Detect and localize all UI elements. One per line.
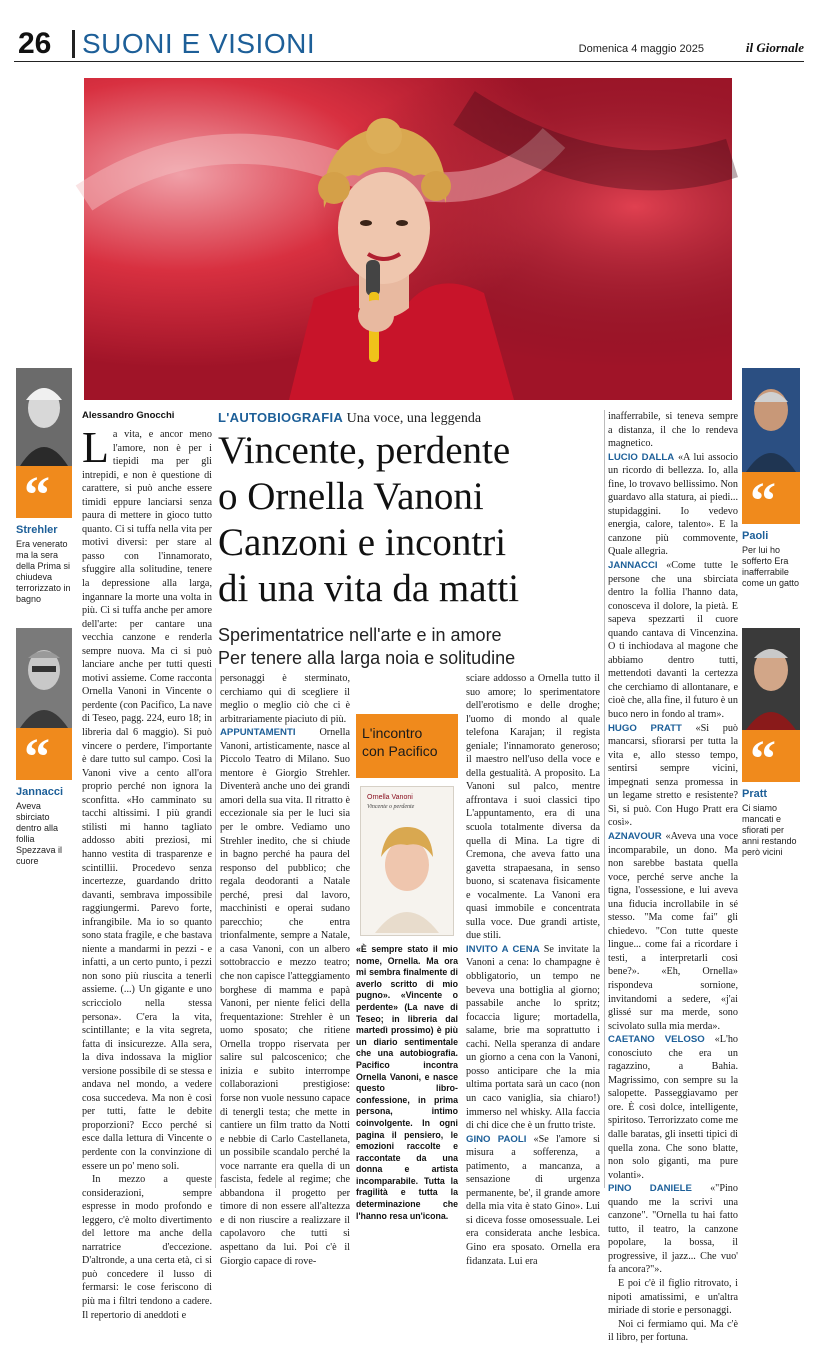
paragraph: In mezzo a queste considerazioni, sempre espresse in modo profondo e leggero, c'è molto divertimento del lettore ma anche della narratrice d'eccezione. D'altronde, a una certa età, ci si può concedere il lusso di fermarsi: le cose feriscono di più ma i filtri tendono a cadere. Il repertorio di aneddoti e — [82, 1174, 212, 1321]
keyword: GINO PAOLI — [466, 1133, 527, 1145]
section-title: SUONI E VISIONI — [82, 28, 316, 59]
issue-date: Domenica 4 maggio 2025 — [578, 43, 704, 55]
drop-cap: L — [82, 423, 109, 472]
keyword: LUCIO DALLA — [608, 451, 675, 463]
page-number: 26 — [18, 27, 52, 60]
main-photo — [84, 78, 732, 400]
portrait-jannacci — [16, 628, 72, 728]
paragraph: «"Pino quando me la scrivi una canzone". "Ornella tu hai fatto tutto, il teatro, la canzone popolare, la bossa, il progressive, il jazz... Che vuo' fa ancora?"». — [608, 1183, 738, 1276]
book-author: Ornella Vanoni — [367, 794, 413, 801]
box-heading — [356, 714, 458, 778]
box-heading-line: L'incontro — [362, 725, 423, 741]
sidebar-right-paoli — [742, 368, 802, 589]
quote-mark-box — [742, 472, 800, 530]
page-header — [14, 28, 804, 62]
sidebar-caption: Ci siamo mancati e sfiorati per anni restando però vicini — [742, 803, 797, 857]
paragraph: a vita, e ancor meno l'amore, non è per i tiepidi ma per gli intrepidi, e non è questione di carattere, si può anche essere timidi eppure lanciarsi senza paura di mettere in gioco tutto quanto. Ci si tuffa nella vita per motivi diversi: per stare al passo con l'innamorato, sfuggire alla solitudine, tenere la depressione alla larga, ingannare la morte una volta in più. Ci si tuffa anche per amore dell'arte: per cantare una vecchia canzone e renderla sempre nuova. Ma ci si può lanciare anche per tutti questi motivi assieme. Come racconta Ornella Vanoni in Vincente o perdente (con Pacifico, La nave di Teseo, pagg. 224, euro 18; in libreria dal 6 maggio). Si può vincere o perdere, l'importante è dare tutto sul campo. Così la Vanoni vive a cento all'ora proprio perché non ignora la sconfitta. «Ho camminato su tacchi altissimi. I più grandi stilisti mi hanno tagliato addosso abiti preziosi, mi hanno vestita di trasparenze e scintillii. Procedevo senza incertezze, guardando dritto davanti, sembrava impossibile raggiungermi. Parevo forte, infrangibile. Ma io so quanto sono stata fragile, e che bastava niente a mandarmi in pezzi - e infatti, a un certo punto, i pezzi non sono più riuscita a tenerli assieme. (...) Un gigante e uno scricciolo nella stessa persona». C'era la vita, scintillante; e la vita segreta, fatta di insicurezze. Alla sera, la diva indossava la miglior versione possibile di se stessa e andava nel mondo, a vedere cosa succedeva. Ma non è così per tutti, fatte le debite proporzioni? Ecco perché si esce dalla lettura di Vincente o perdente con la convinzione di essere un po' meno soli. — [82, 429, 212, 1172]
paragraph: Noi ci fermiamo qui. Ma c'è il libro, per fortuna. — [608, 1318, 738, 1344]
paragraph: Se invitate la Vanoni a cena: lo champagne è obbligatorio, un tempo ne beveva una bottiglia al giorno; passabile anche lo spritz; focaccia ligure; mortadella, salame, brie ma soprattutto i cachi. Nella speranza di andare un giorno a cena con la Vanoni, posso anticipare che la mia ultima portata sarà un caco (non un caco vaniglia, sia chiaro!) immerso nel whisky. Alla faccia di chi dice che è un frutto triste. — [466, 943, 601, 1132]
paragraph: «Se l'amore si misura a sofferenza, a patimento, a mancanza, a sensazione di urgenza permanente, be', il grande amore della mia vita è stato Gino». Lui si diceva fosse omosessuale. Lei era considerata anche lesbica. Gino era sposato. Ornella era fidanzata. Lui era — [466, 1133, 601, 1267]
paragraph: «L'ho conosciuto che era un ragazzino, a Bahia. Magrissimo, con sempre su la salopette. Passeggiavamo per ore. È così dolce, intelligente, spiritoso. Terrorizzato come me dalle baratas, gli insetti tipici di quella zona. Che sono blatte, non solo giganti, ma pure volanti». — [608, 1034, 739, 1181]
subheadline — [218, 624, 618, 670]
paragraph: «Come tutte le persone che una sbirciata dentro la follia l'hanno data, conosceva il dolore, la pietà. E sapeva spezzarti il cuore quando cantava di Vincenzina. O ti inchiodava al magone che abbiamo dentro tutti, mettendoti davanti la certezza che cerchiamo di allontanare, e cioè che, alla fine, il futuro è un buco nero in fondo al tram». — [608, 560, 739, 721]
keyword: AZNAVOUR — [608, 830, 662, 842]
quote-mark-icon: “ — [24, 467, 50, 524]
box-text: «È sempre stato il mio nome, Ornella. Ma ora mi sembra finalmente di averlo scritto di mio pugno». «Vincente o perdente» (La nave di Teseo; in libreria dal martedì prossimo) è più un diario sentimentale che una autobiografia. Pacifico incontra Ornella Vanoni, e nasce questo libro-confessione, in prima persona, intimo coinvolgente. In ogni pagina il pensiero, le emozioni raccolte e raccontate da una donna e artista incomparabile. Tutta la fragilità e tutta la determinazione che l'hanno resa un'icona. — [356, 944, 458, 1221]
portrait-paoli — [742, 368, 800, 472]
column-divider — [604, 410, 605, 1188]
sidebar-name: Jannacci — [16, 786, 64, 798]
sidebar-name: Strehler — [16, 524, 58, 536]
article-column-2 — [220, 672, 350, 1267]
sidebar-name: Paoli — [742, 530, 769, 542]
article-column-3 — [466, 672, 601, 1267]
sidebar-right-pratt — [742, 628, 802, 858]
quote-mark-icon: “ — [24, 729, 50, 786]
quote-mark-box — [742, 730, 800, 788]
kicker-label: L'AUTOBIOGRAFIA — [218, 410, 344, 425]
paragraph: «A lui associo un ricordo di bellezza. Io, alla fine, lo trovavo bellissimo. Non guardavo alla statura, ai piedi... stupidaggini. Io vedevo energia, calore, talento». E la canzone più commovente, Quale allegria. — [608, 451, 739, 558]
quote-mark-icon: “ — [750, 731, 776, 788]
column-divider — [215, 668, 216, 1188]
paragraph: «Aveva una voce incomparabile, un dono. Ma non sarebbe bastata quella voce, perché serve anche la tigna, l'ossessione, e lui aveva una fiducia incrollabile in sé stesso. "Ma come fai" gli chiedevo. "Con tutte queste lingue... come fai a ricordare i testi, a interpretarli così bene?». «Eh, Ornella» rispondeva sornione, invitandomi a sedere, «j'ai glissé sur ma merde, sono scivolato sulla mia merda». — [608, 830, 738, 1032]
headline-line: o Ornella Vanoni — [218, 475, 484, 518]
keyword: CAETANO VELOSO — [608, 1034, 705, 1046]
headline-line: Vincente, perdente — [218, 429, 511, 472]
headline-line: di una vita da matti — [218, 567, 520, 610]
book-title: Vincente o perdente — [367, 804, 415, 810]
portrait-strehler — [16, 368, 72, 466]
sidebar-caption: Aveva sbirciato dentro alla follia Spezzava il cuore — [16, 801, 63, 866]
quote-mark-icon: “ — [750, 473, 776, 530]
headline — [218, 428, 618, 612]
keyword: JANNACCI — [608, 560, 658, 572]
header-divider — [72, 30, 75, 58]
sidebar-left-jannacci — [16, 628, 74, 867]
article-column-4 — [608, 410, 739, 1344]
keyword: HUGO PRATT — [608, 722, 682, 734]
photo-illustration — [84, 78, 732, 400]
byline: Alessandro Gnocchi — [82, 410, 175, 421]
sidebar-box-pacifico — [356, 714, 458, 1221]
paragraph: sciare addosso a Ornella tutto il suo amore; lo sperimentatore dell'erotismo e delle droghe; l'uomo di mondo al quale telefona Karajan; il regista geniale; l'innamorato generoso; il maestro nell'uso della voce e della gestualità. A proposito. La Vanoni sul palco, mentre affrontava i suoi classici tipo L'appuntamento, era di una scuola totalmente diversa da quella di Mina. La tigre di Cremona, che aveva fatto una gavetta strapaesana, in senso buono, si scatenava fisicamente e vocalmente. La Vanoni era quasi immobile e concentrata sulla voce. Due grandi artiste, due stili. — [466, 673, 600, 942]
paragraph: Ornella Vanoni, artisticamente, nasce al Piccolo Teatro di Milano. Suo mentore è Giorgio Strehler. Diventerà anche uno dei grandi amori della sua vita. Il ritratto è eccezionale sia per le luci sia per le ombre. Vediamo uno Strehler inedito, che si chiude in bagno perché ha paura del responso del pubblico; che regala deodoranti a Natale perché, presi dal lavoro, macchinisti e operai sudano parecchio; che entra trionfalmente, sempre a Natale, a casa Vanoni, con un albero sottobraccio e mezzo teatro; che non capisce l'atteggiamento borghese di mamma e papà Vanoni, per niente felici della frequentazione: Strehler è un uomo sposato; che ritiene Ornella troppo riservata per salire sul palcoscenico; che inizia e subito interrompe collaborazioni prestigiose: forse non vuole nessuno capace di tenergli testa; che mette in cantiere un film tratto da Notti e nebbie di Carlo Castellaneta, un possibile scandalo perché la voce narrante era quella di un fascista, fedele al regime; che abbandona il progetto per timore di non essere all'altezza e di non riuscire a realizzare il capolavoro che tutti si aspettano da lui. Poi c'è il Giorgio capace di rove- — [220, 727, 350, 1267]
quote-mark-box — [16, 466, 72, 524]
subheadline-line: Sperimentatrice nell'arte e in amore — [218, 625, 502, 645]
book-cover — [360, 786, 454, 936]
subheadline-line: Per tenere alla larga noia e solitudine — [218, 648, 516, 668]
portrait-icon — [742, 368, 800, 472]
book-cover-portrait-icon — [361, 813, 453, 933]
kicker-text: Una voce, una leggenda — [346, 411, 482, 426]
newspaper-logo: il Giornale — [745, 40, 804, 55]
sidebar-left-strehler — [16, 368, 74, 605]
portrait-icon — [16, 628, 72, 728]
portrait-icon — [16, 368, 72, 466]
sidebar-caption: Era venerato ma la sera della Prima si chiudeva terrorizzato in bagno — [16, 539, 71, 604]
quote-mark-box — [16, 728, 72, 786]
paragraph: inafferrabile, si teneva sempre a distanza, il che lo rendeva magnetico. — [608, 411, 738, 450]
paragraph: personaggi è sterminato, cerchiamo qui di scegliere il meglio o meglio ciò che ci è arbitrariamente piaciuto di più. — [220, 673, 350, 725]
article-column-1 — [82, 423, 212, 1321]
keyword: PINO DANIELE — [608, 1183, 692, 1195]
sidebar-name: Pratt — [742, 788, 768, 800]
portrait-pratt — [742, 628, 800, 730]
box-heading-line: con Pacifico — [362, 743, 438, 759]
paragraph: E poi c'è il figlio ritrovato, i nipoti amatissimi, e un'altra miriade di storie e personaggi. — [608, 1278, 738, 1317]
kicker — [218, 410, 481, 427]
paragraph: «Si può mancarsi, sfiorarsi per tutta la vita e, allo stesso tempo, sentirsi sempre vicini, impegnati senza promessa in un legame stretto e resistente? Sì, si può. Con Hugo Pratt era così». — [608, 722, 739, 829]
headline-line: Canzoni e incontri — [218, 521, 507, 564]
portrait-icon — [742, 628, 800, 730]
keyword: INVITO A CENA — [466, 943, 540, 955]
sidebar-caption: Per lui ho sofferto Era inafferrabile come un gatto — [742, 545, 800, 588]
keyword: APPUNTAMENTI — [220, 727, 296, 739]
